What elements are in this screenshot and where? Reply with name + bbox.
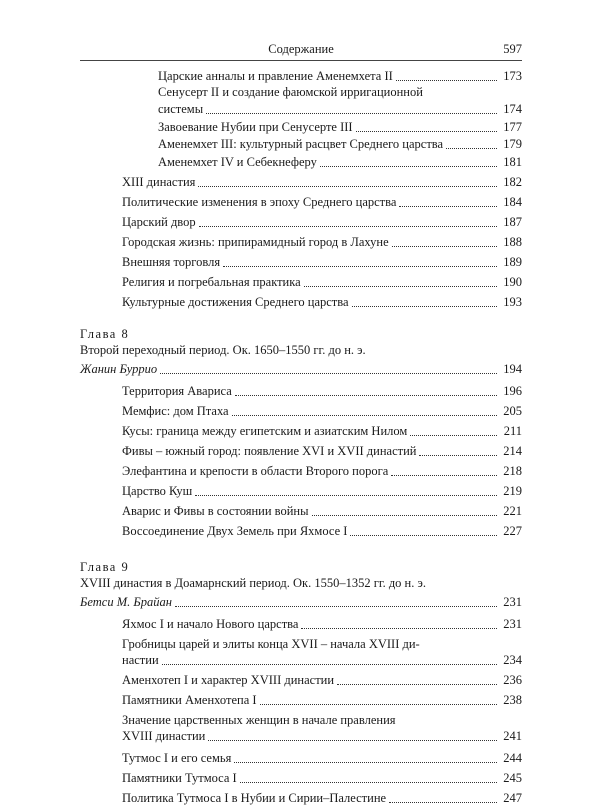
leader-dots [350, 535, 497, 536]
chapter-author-entry[interactable] [80, 592, 522, 610]
toc-entry-title: настии [122, 653, 159, 667]
leader-dots [446, 148, 497, 149]
toc-entry-page: 218 [503, 464, 522, 478]
toc-entry-title: XIII династия [122, 175, 196, 189]
toc-entry-page: 189 [503, 255, 522, 269]
chapter-label: Глава 8 [80, 327, 130, 341]
toc-entry-title: Воссоединение Двух Земель при Яхмосе I [122, 524, 348, 538]
toc-entry-page: 214 [503, 444, 522, 458]
leader-dots [320, 166, 497, 167]
toc-entry-page: 179 [503, 137, 522, 151]
toc-entry-page: 227 [503, 524, 522, 538]
header-rule [80, 60, 522, 61]
leader-dots [199, 226, 497, 227]
leader-dots [223, 266, 497, 267]
toc-entry[interactable] [80, 688, 522, 708]
toc-entry[interactable] [80, 135, 522, 152]
toc-entry-title: Памятники Тутмоса I [122, 771, 237, 785]
leader-dots [396, 80, 497, 81]
leader-dots [206, 113, 497, 114]
toc-entry[interactable] [80, 100, 522, 117]
toc-entry[interactable] [80, 479, 522, 499]
toc-entry-page: 184 [503, 195, 522, 209]
toc-entry-page: 205 [503, 404, 522, 418]
leader-dots [389, 802, 497, 803]
toc-entry[interactable] [80, 459, 522, 479]
toc-entry-page: 234 [503, 653, 522, 667]
leader-dots [175, 606, 497, 607]
toc-entry-page: 247 [503, 791, 522, 805]
toc-entry[interactable] [80, 652, 522, 668]
toc-entry-title: Политические изменения в эпоху Среднего царства [122, 195, 397, 209]
toc-entry-page: 182 [503, 175, 522, 189]
toc-entry-page: 244 [503, 751, 522, 765]
toc-entry[interactable] [80, 210, 522, 230]
toc-entry[interactable] [80, 270, 522, 290]
toc-entry-title: XVIII династии [122, 729, 206, 743]
toc-entry-title: Элефантина и крепости в области Второго порога [122, 464, 389, 478]
toc-entry-page: 181 [503, 155, 522, 169]
chapter-title[interactable]: XVIII династия в Доамарнский период. Ок. 1550–1352 гг. до н. э. [80, 576, 426, 590]
toc-entry[interactable] [80, 744, 522, 766]
leader-dots [195, 495, 497, 496]
toc-entry-title: Памятники Аменхотепа I [122, 693, 257, 707]
toc-entry-title: Кусы: граница между египетским и азиатским Нилом [122, 424, 408, 438]
leader-dots [392, 246, 497, 247]
toc-entry[interactable] [80, 439, 522, 459]
toc-entry-page: 245 [503, 771, 522, 785]
leader-dots [234, 762, 497, 763]
toc-entry-page: 177 [503, 120, 522, 134]
toc-entry[interactable] [80, 399, 522, 419]
leader-dots [391, 475, 497, 476]
toc-entry[interactable] [80, 152, 522, 170]
toc-entry[interactable] [80, 230, 522, 250]
toc-entry-title: Царские анналы и правление Аменемхета II [158, 69, 393, 83]
toc-entry-page: 188 [503, 235, 522, 249]
toc-entry-title: Завоевание Нубии при Сенусерте III [158, 120, 353, 134]
toc-entry[interactable] [80, 766, 522, 786]
toc-entry-line1: Значение царственных женщин в начале правления [122, 713, 396, 727]
running-header [80, 40, 522, 58]
toc-entry[interactable] [80, 419, 522, 439]
leader-dots [304, 286, 497, 287]
chapter-author: Жанин Буррио [80, 362, 158, 376]
toc-entry[interactable] [80, 728, 522, 744]
toc-entry-title: Царство Куш [122, 484, 193, 498]
leader-dots [240, 782, 497, 783]
toc-entry-page: 196 [503, 384, 522, 398]
toc-entry[interactable] [80, 499, 522, 519]
toc-entry-page: 231 [503, 617, 522, 631]
table-of-contents [80, 66, 522, 806]
chapter-author-entry[interactable] [80, 359, 522, 377]
leader-dots [160, 373, 497, 374]
leader-dots [410, 435, 497, 436]
toc-entry-page: 211 [503, 424, 522, 438]
toc-entry-page: 241 [503, 729, 522, 743]
toc-entry[interactable] [80, 786, 522, 806]
leader-dots [419, 455, 497, 456]
toc-entry-page: 231 [503, 595, 522, 609]
toc-entry-page: 236 [503, 673, 522, 687]
leader-dots [312, 515, 497, 516]
toc-entry-title: Аменемхет III: культурный расцвет Среднего царства [158, 137, 444, 151]
leader-dots [399, 206, 497, 207]
toc-entry[interactable] [80, 117, 522, 135]
toc-entry-title: Территория Авариса [122, 384, 232, 398]
running-header-title: Содержание [268, 42, 334, 56]
toc-entry[interactable] [80, 519, 522, 539]
toc-entry-title: Политика Тутмоса I в Нубии и Сирии–Палестине [122, 791, 387, 805]
toc-entry[interactable] [80, 377, 522, 399]
leader-dots [198, 186, 497, 187]
leader-dots [352, 306, 497, 307]
toc-entry-title: Мемфис: дом Птаха [122, 404, 229, 418]
leader-dots [162, 664, 497, 665]
chapter-label: Глава 9 [80, 560, 130, 574]
toc-entry-page: 221 [503, 504, 522, 518]
toc-entry-page: 174 [503, 102, 522, 116]
chapter-author: Бетси М. Брайан [80, 595, 172, 609]
toc-entry-line1: Гробницы царей и элиты конца XVII – начала XVIII ди- [122, 637, 420, 651]
page-number: 597 [503, 42, 522, 56]
toc-entry-title: Фивы – южный город: появление XVI и XVII династий [122, 444, 417, 458]
toc-entry-page: 219 [503, 484, 522, 498]
toc-entry-title: Внешняя торговля [122, 255, 221, 269]
toc-entry[interactable] [80, 610, 522, 632]
toc-entry-page: 238 [503, 693, 522, 707]
toc-entry[interactable] [80, 290, 522, 310]
leader-dots [208, 740, 497, 741]
leader-dots [232, 415, 497, 416]
toc-entry[interactable] [80, 190, 522, 210]
toc-entry-title: Религия и погребальная практика [122, 275, 301, 289]
toc-entry-title: Культурные достижения Среднего царства [122, 295, 349, 309]
leader-dots [301, 628, 497, 629]
toc-entry-page: 190 [503, 275, 522, 289]
toc-entry-title: Яхмос I и начало Нового царства [122, 617, 299, 631]
toc-entry-title: Аварис и Фивы в состоянии войны [122, 504, 309, 518]
leader-dots [356, 131, 497, 132]
toc-entry-page: 193 [503, 295, 522, 309]
toc-entry-title: Аменхотеп I и характер XVIII династии [122, 673, 335, 687]
toc-entry[interactable] [80, 170, 522, 190]
toc-entry[interactable] [80, 668, 522, 688]
chapter-title[interactable]: Второй переходный период. Ок. 1650–1550 гг. до н. э. [80, 343, 366, 357]
toc-entry-line1: Сенусерт II и создание фаюмской ирригационной [158, 85, 423, 99]
toc-entry-title: Тутмос I и его семья [122, 751, 232, 765]
toc-entry[interactable] [80, 250, 522, 270]
toc-entry[interactable] [80, 66, 522, 84]
toc-entry-page: 194 [503, 362, 522, 376]
toc-entry-title: системы [158, 102, 204, 116]
toc-entry-title: Царский двор [122, 215, 196, 229]
toc-entry-page: 173 [503, 69, 522, 83]
toc-entry-title: Аменемхет IV и Себекнеферу [158, 155, 317, 169]
leader-dots [337, 684, 497, 685]
leader-dots [260, 704, 497, 705]
toc-entry-title: Городская жизнь: припирамидный город в Лахуне [122, 235, 389, 249]
leader-dots [235, 395, 497, 396]
toc-entry-page: 187 [503, 215, 522, 229]
